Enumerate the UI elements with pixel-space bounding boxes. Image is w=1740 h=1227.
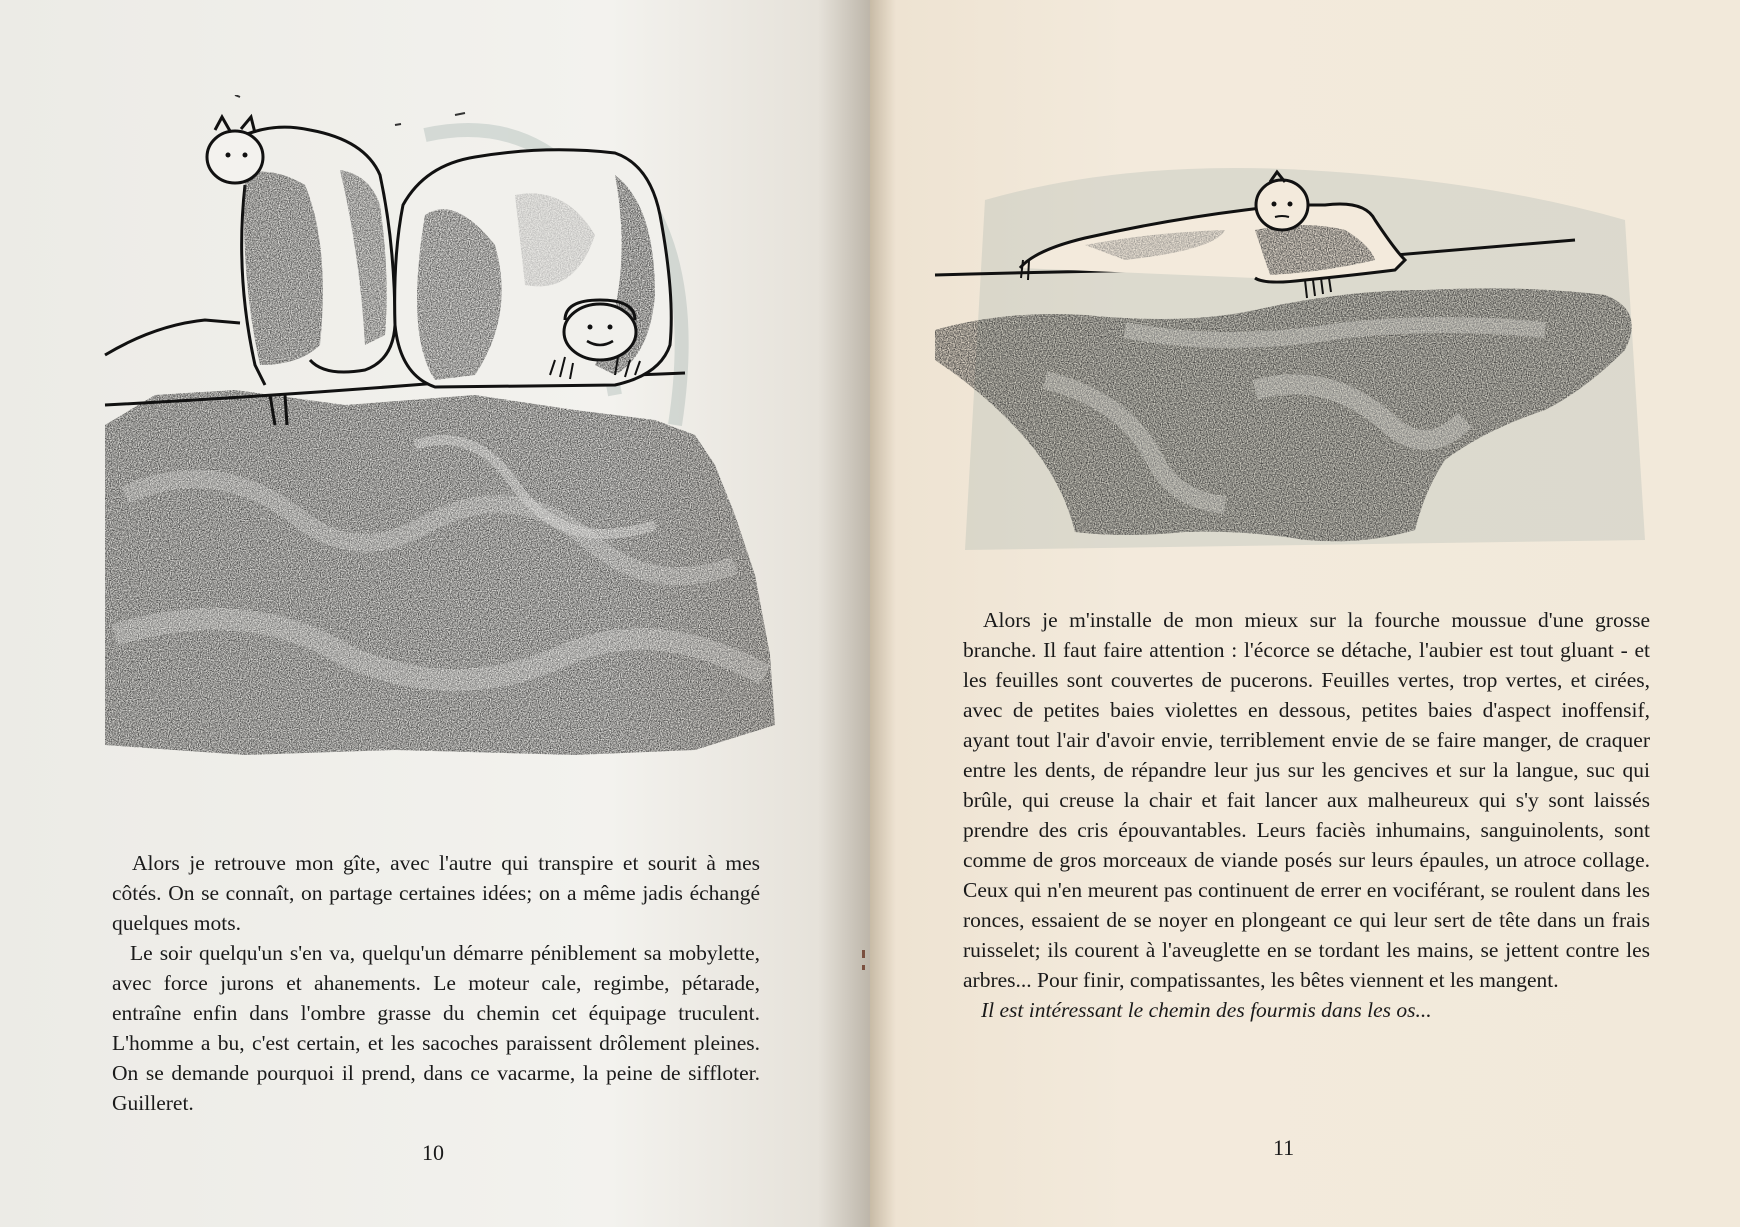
right-page-text [963,605,1650,1025]
left-paragraph-1: Alors je retrouve mon gîte, avec l'autre qui transpire et sourit à mes côtés. On se connaît, on partage certaines idées; on a même jadis échangé quelques mots. [112,851,760,935]
binding-stitch [862,950,865,958]
right-page [870,0,1740,1227]
right-page-number: 11 [1273,1135,1295,1160]
left-page-text [112,848,760,1118]
right-page-illustration [925,160,1675,560]
binding-stitch [862,965,865,970]
right-paragraph-1: Alors je m'installe de mon mieux sur la fourche moussue d'une grosse branche. Il faut faire attention : l'écorce se détache, l'aubier est tout gluant - et les feuilles sont couvertes de pucerons. Feuilles vertes, trop vertes, et cirées, avec de petites baies violettes en dessous, petites baies d'aspect inoffensif, ayant tout l'air d'avoir envie, terriblement envie de se faire manger, de craquer entre les dents, de répandre leur jus sur les gencives et sur la langue, suc qui brûle, qui creuse la chair et fait lancer aux malheureux qui s'y sont laissés prendre des cris épouvantables. Leurs faciès inhumains, sanguinolents, sont comme de gros morceaux de viande posés sur leurs épaules, un atroce collage. Ceux qui n'en meurent pas continuent de errer en vociférant, se roulent dans les ronces, essaient de se noyer en plongeant ce qui leur sert de tête dans un frais ruisselet; ils courent à l'aveuglette en se tordant les mains, se jettent contre les arbres... Pour finir, compatissantes, les bêtes viennent et les mangent. [963,608,1650,992]
right-closing-line: Il est intéressant le chemin des fourmis dans les os... [981,998,1432,1022]
left-page-number: 10 [422,1140,444,1165]
left-page-illustration [95,95,775,795]
left-paragraph-2: Le soir quelqu'un s'en va, quelqu'un démarre péniblement sa mobylette, avec force jurons et ahanements. Le moteur cale, regimbe, pétarade, entraîne enfin dans l'ombre grasse du chemin cet équipage truculent. L'homme a bu, c'est certain, et les sacoches paraissent drôlement pleines. On se demande pourquoi il prend, dans ce vacarme, la peine de siffloter. Guilleret. [112,941,760,1115]
